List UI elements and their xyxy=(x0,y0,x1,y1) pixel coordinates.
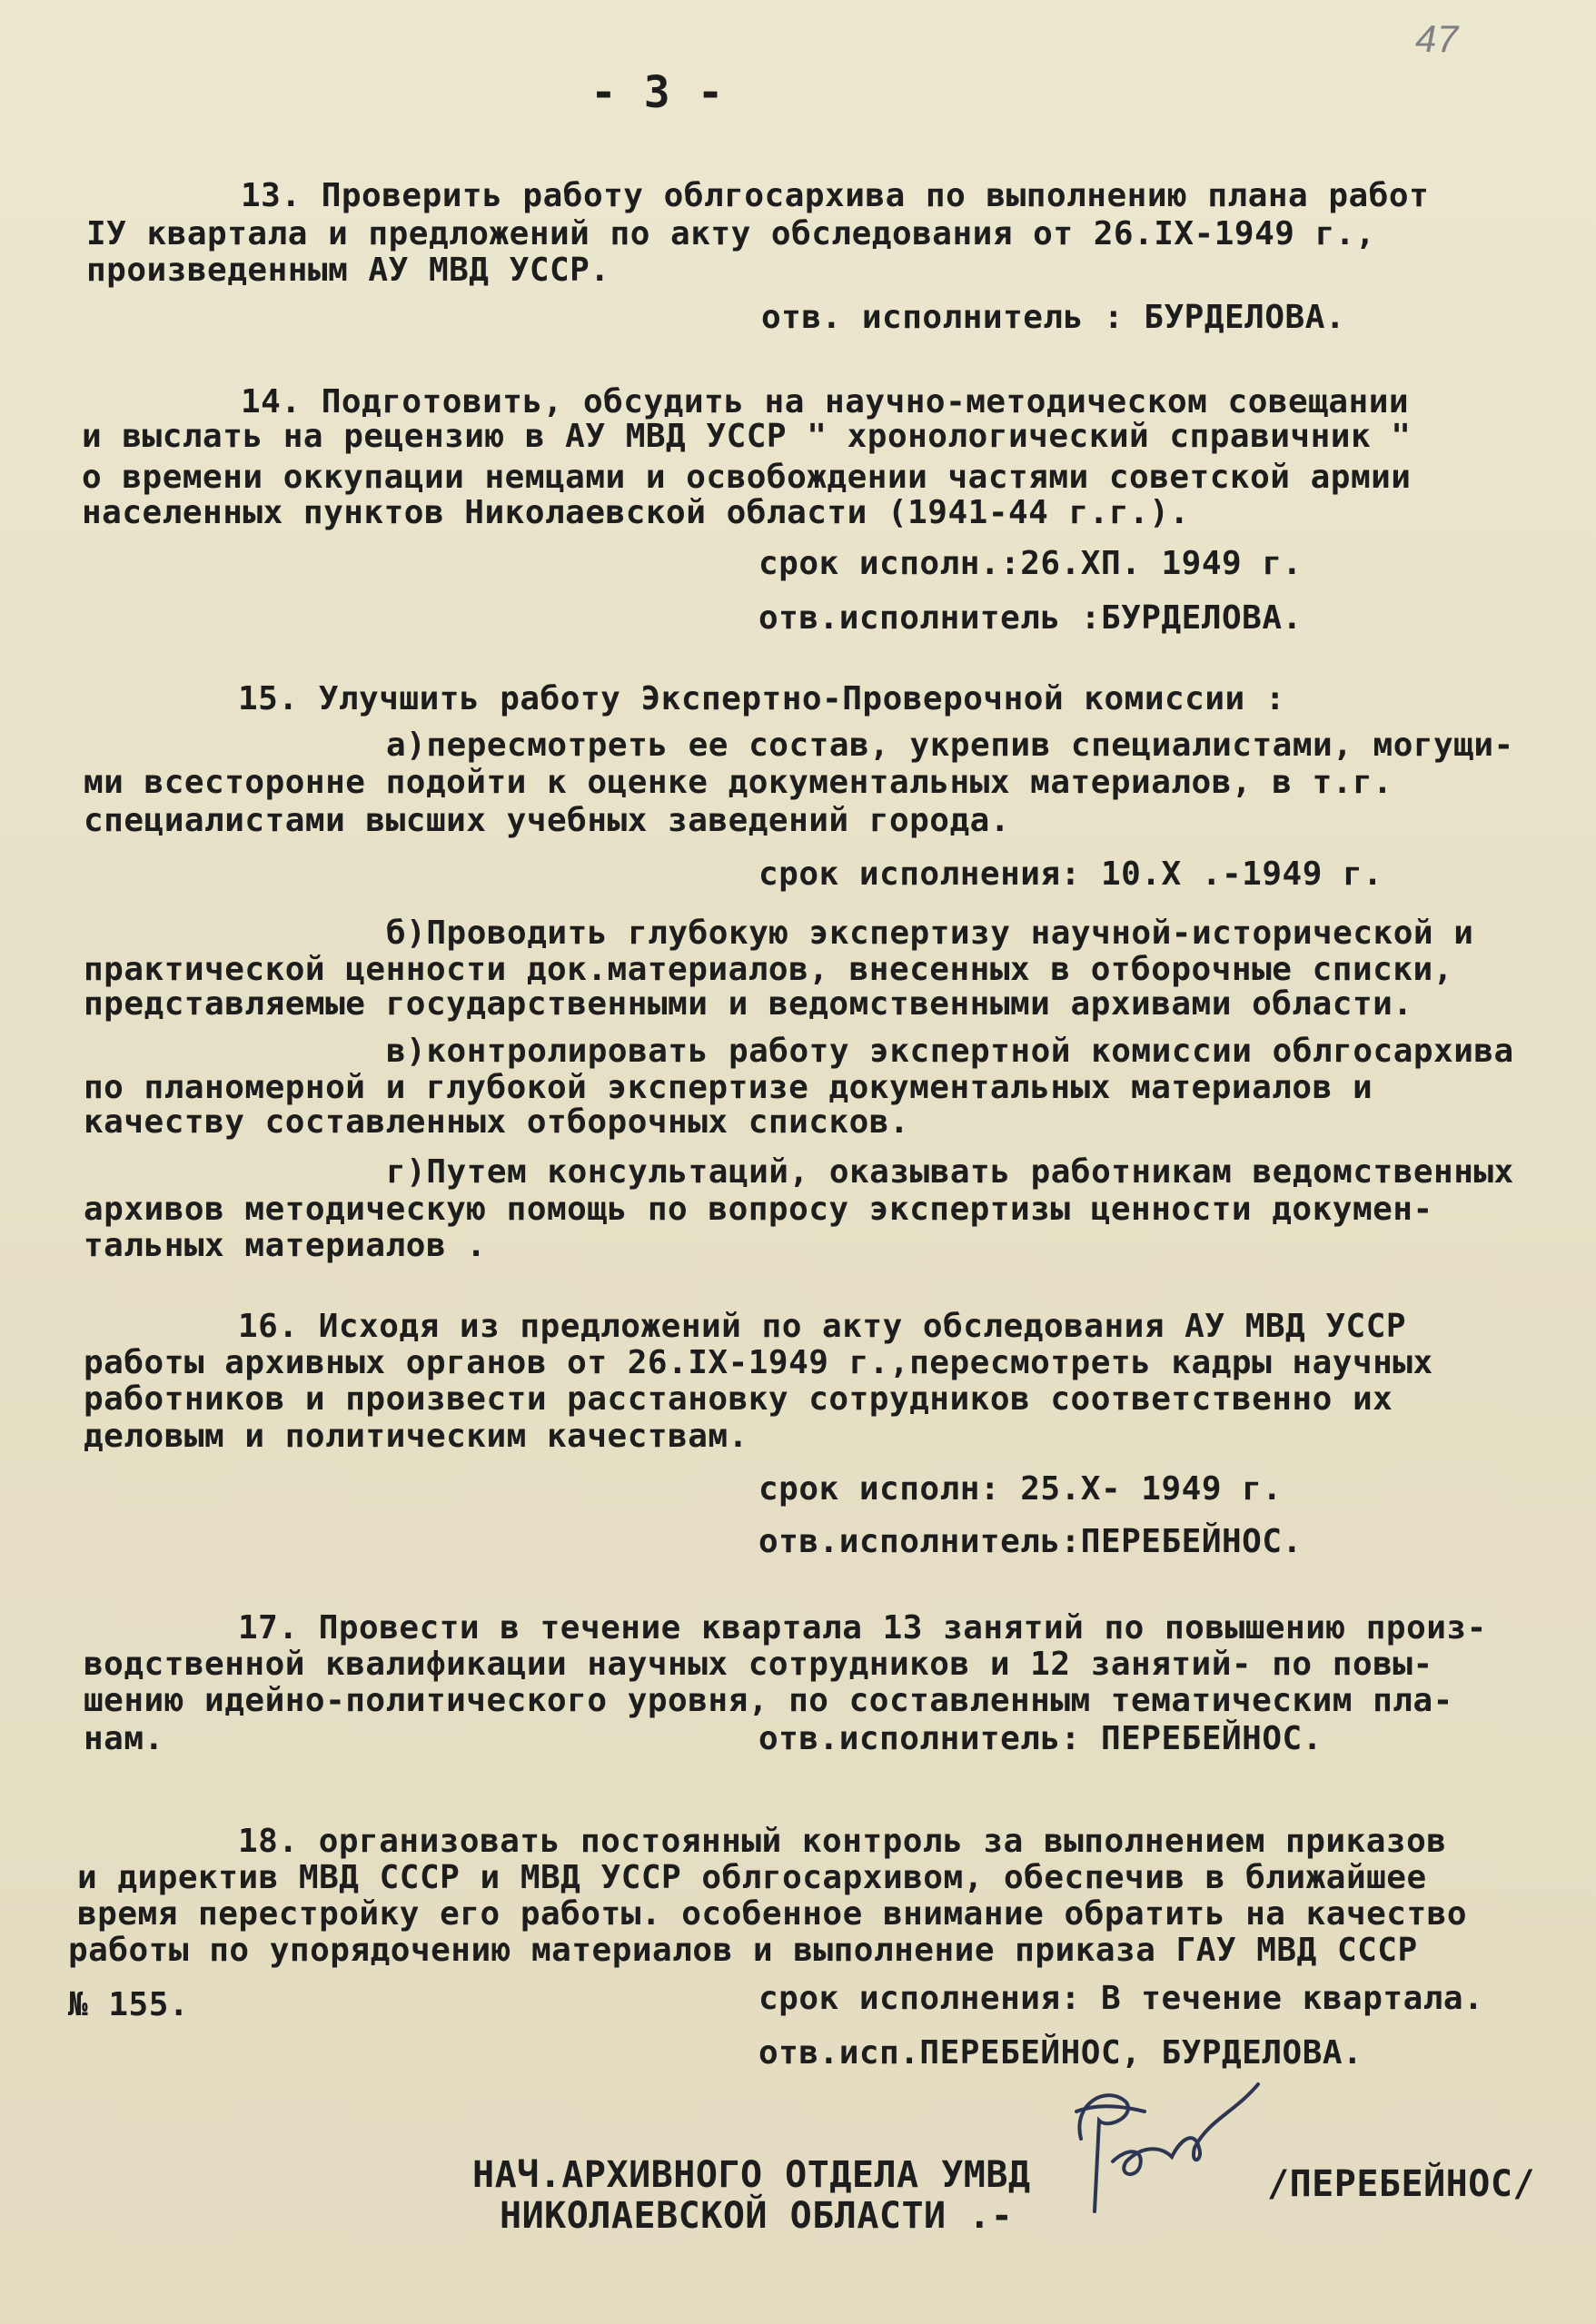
item-text-line: время перестройку его работы. особенное внимание обратить на качество xyxy=(77,1895,1467,1933)
subitem-v-line: качеству составленных отборочных списков. xyxy=(84,1103,910,1141)
subitem-a-line: а)пересмотреть ее состав, укрепив специалистами, могущи- xyxy=(386,727,1514,764)
item-text-line: нам. xyxy=(84,1720,164,1757)
page-number: - 3 - xyxy=(590,67,724,118)
subitem-v-line: в)контролировать работу экспертной комиссии облгосархива xyxy=(386,1033,1514,1070)
item-text-line: и выслать на рецензию в АУ МВД УССР " хронологический справичник " xyxy=(82,418,1412,455)
signatory-title-line: НАЧ.АРХИВНОГО ОТДЕЛА УМВД xyxy=(472,2154,1031,2196)
subitem-a-line: ми всесторонне подойти к оценке документальных материалов, в т.г. xyxy=(84,764,1393,801)
item-text-line: работы архивных органов от 26.IX-1949 г.,пересмотреть кадры научных xyxy=(84,1344,1433,1381)
handwritten-signature xyxy=(1045,2075,1272,2220)
subitem-b-line: практической ценности док.материалов, внесенных в отборочные списки, xyxy=(84,951,1453,988)
subitem-g-line: архивов методическую помощь по вопросу экспертизы ценности докумен- xyxy=(84,1191,1433,1228)
item-text-line: о времени оккупации немцами и освобождении частями советской армии xyxy=(82,459,1412,496)
subitem-a-line: специалистами высших учебных заведений города. xyxy=(84,802,1010,839)
item-text-line: шению идейно-политического уровня, по составленным тематическим пла- xyxy=(84,1682,1453,1719)
deadline-line: срок исполн.:26.XП. 1949 г. xyxy=(758,545,1303,582)
responsible-line: отв.исполнитель: ПЕРЕБЕЙНОС. xyxy=(758,1720,1323,1757)
item-text-line: произведенным АУ МВД УССР. xyxy=(86,252,610,289)
signatory-name: /ПЕРЕБЕЙНОС/ xyxy=(1267,2163,1535,2205)
subitem-g-line: тальных материалов . xyxy=(84,1227,487,1264)
responsible-line: отв.исп.ПЕРЕБЕЙНОС, БУРДЕЛОВА. xyxy=(758,2034,1363,2072)
deadline-line: срок исполн: 25.X- 1949 г. xyxy=(758,1470,1283,1508)
item-text-line: 13. Проверить работу облгосархива по выполнению плана работ xyxy=(241,177,1430,214)
subitem-b-line: представляемые государственными и ведомственными архивами области. xyxy=(84,985,1413,1023)
archive-folio-number: 47 xyxy=(1415,17,1459,60)
item-text-line: работы по упорядочению материалов и выполнение приказа ГАУ МВД СССР xyxy=(68,1932,1418,1969)
item-text-line: населенных пунктов Николаевской области (1941-44 г.г.). xyxy=(82,494,1190,531)
deadline-line: срок исполнения: В течение квартала. xyxy=(758,1980,1484,2017)
signatory-title-line: НИКОЛАЕВСКОЙ ОБЛАСТИ .- xyxy=(500,2195,1014,2237)
item-text-line: 16. Исходя из предложений по акту обследования АУ МВД УССР xyxy=(238,1308,1407,1345)
item-text-line: водственной квалификации научных сотрудников и 12 занятий- по повы- xyxy=(84,1646,1433,1683)
item-text-line: и директив МВД СССР и МВД УССР облгосархивом, обеспечив в ближайшее xyxy=(77,1859,1427,1896)
responsible-line: отв.исполнитель:ПЕРЕБЕЙНОС. xyxy=(758,1523,1303,1560)
item-text-line: 18. организовать постоянный контроль за выполнением приказов xyxy=(238,1823,1447,1860)
item-text-line: 14. Подготовить, обсудить на научно-методическом совещании xyxy=(241,383,1410,420)
item-text-line: IУ квартала и предложений по акту обследования от 26.IX-1949 г., xyxy=(86,215,1376,252)
item-text-line: работников и произвести расстановку сотрудников соответственно их xyxy=(84,1380,1393,1418)
subitem-g-line: г)Путем консультаций, оказывать работникам ведомственных xyxy=(386,1153,1514,1191)
item-text-line: 15. Улучшить работу Экспертно-Проверочной комиссии : xyxy=(238,680,1286,717)
item-text-line: № 155. xyxy=(68,1986,190,2023)
responsible-line: отв. исполнитель : БУРДЕЛОВА. xyxy=(761,299,1346,336)
responsible-line: отв.исполнитель :БУРДЕЛОВА. xyxy=(758,599,1303,637)
subitem-v-line: по планомерной и глубокой экспертизе документальных материалов и xyxy=(84,1069,1373,1106)
item-text-line: 17. Провести в течение квартала 13 занятий по повышению произ- xyxy=(238,1609,1487,1647)
item-text-line: деловым и политическим качествам. xyxy=(84,1418,748,1455)
deadline-line: срок исполнения: 10.X .-1949 г. xyxy=(758,855,1383,893)
subitem-b-line: б)Проводить глубокую экспертизу научной-исторической и xyxy=(386,915,1474,952)
